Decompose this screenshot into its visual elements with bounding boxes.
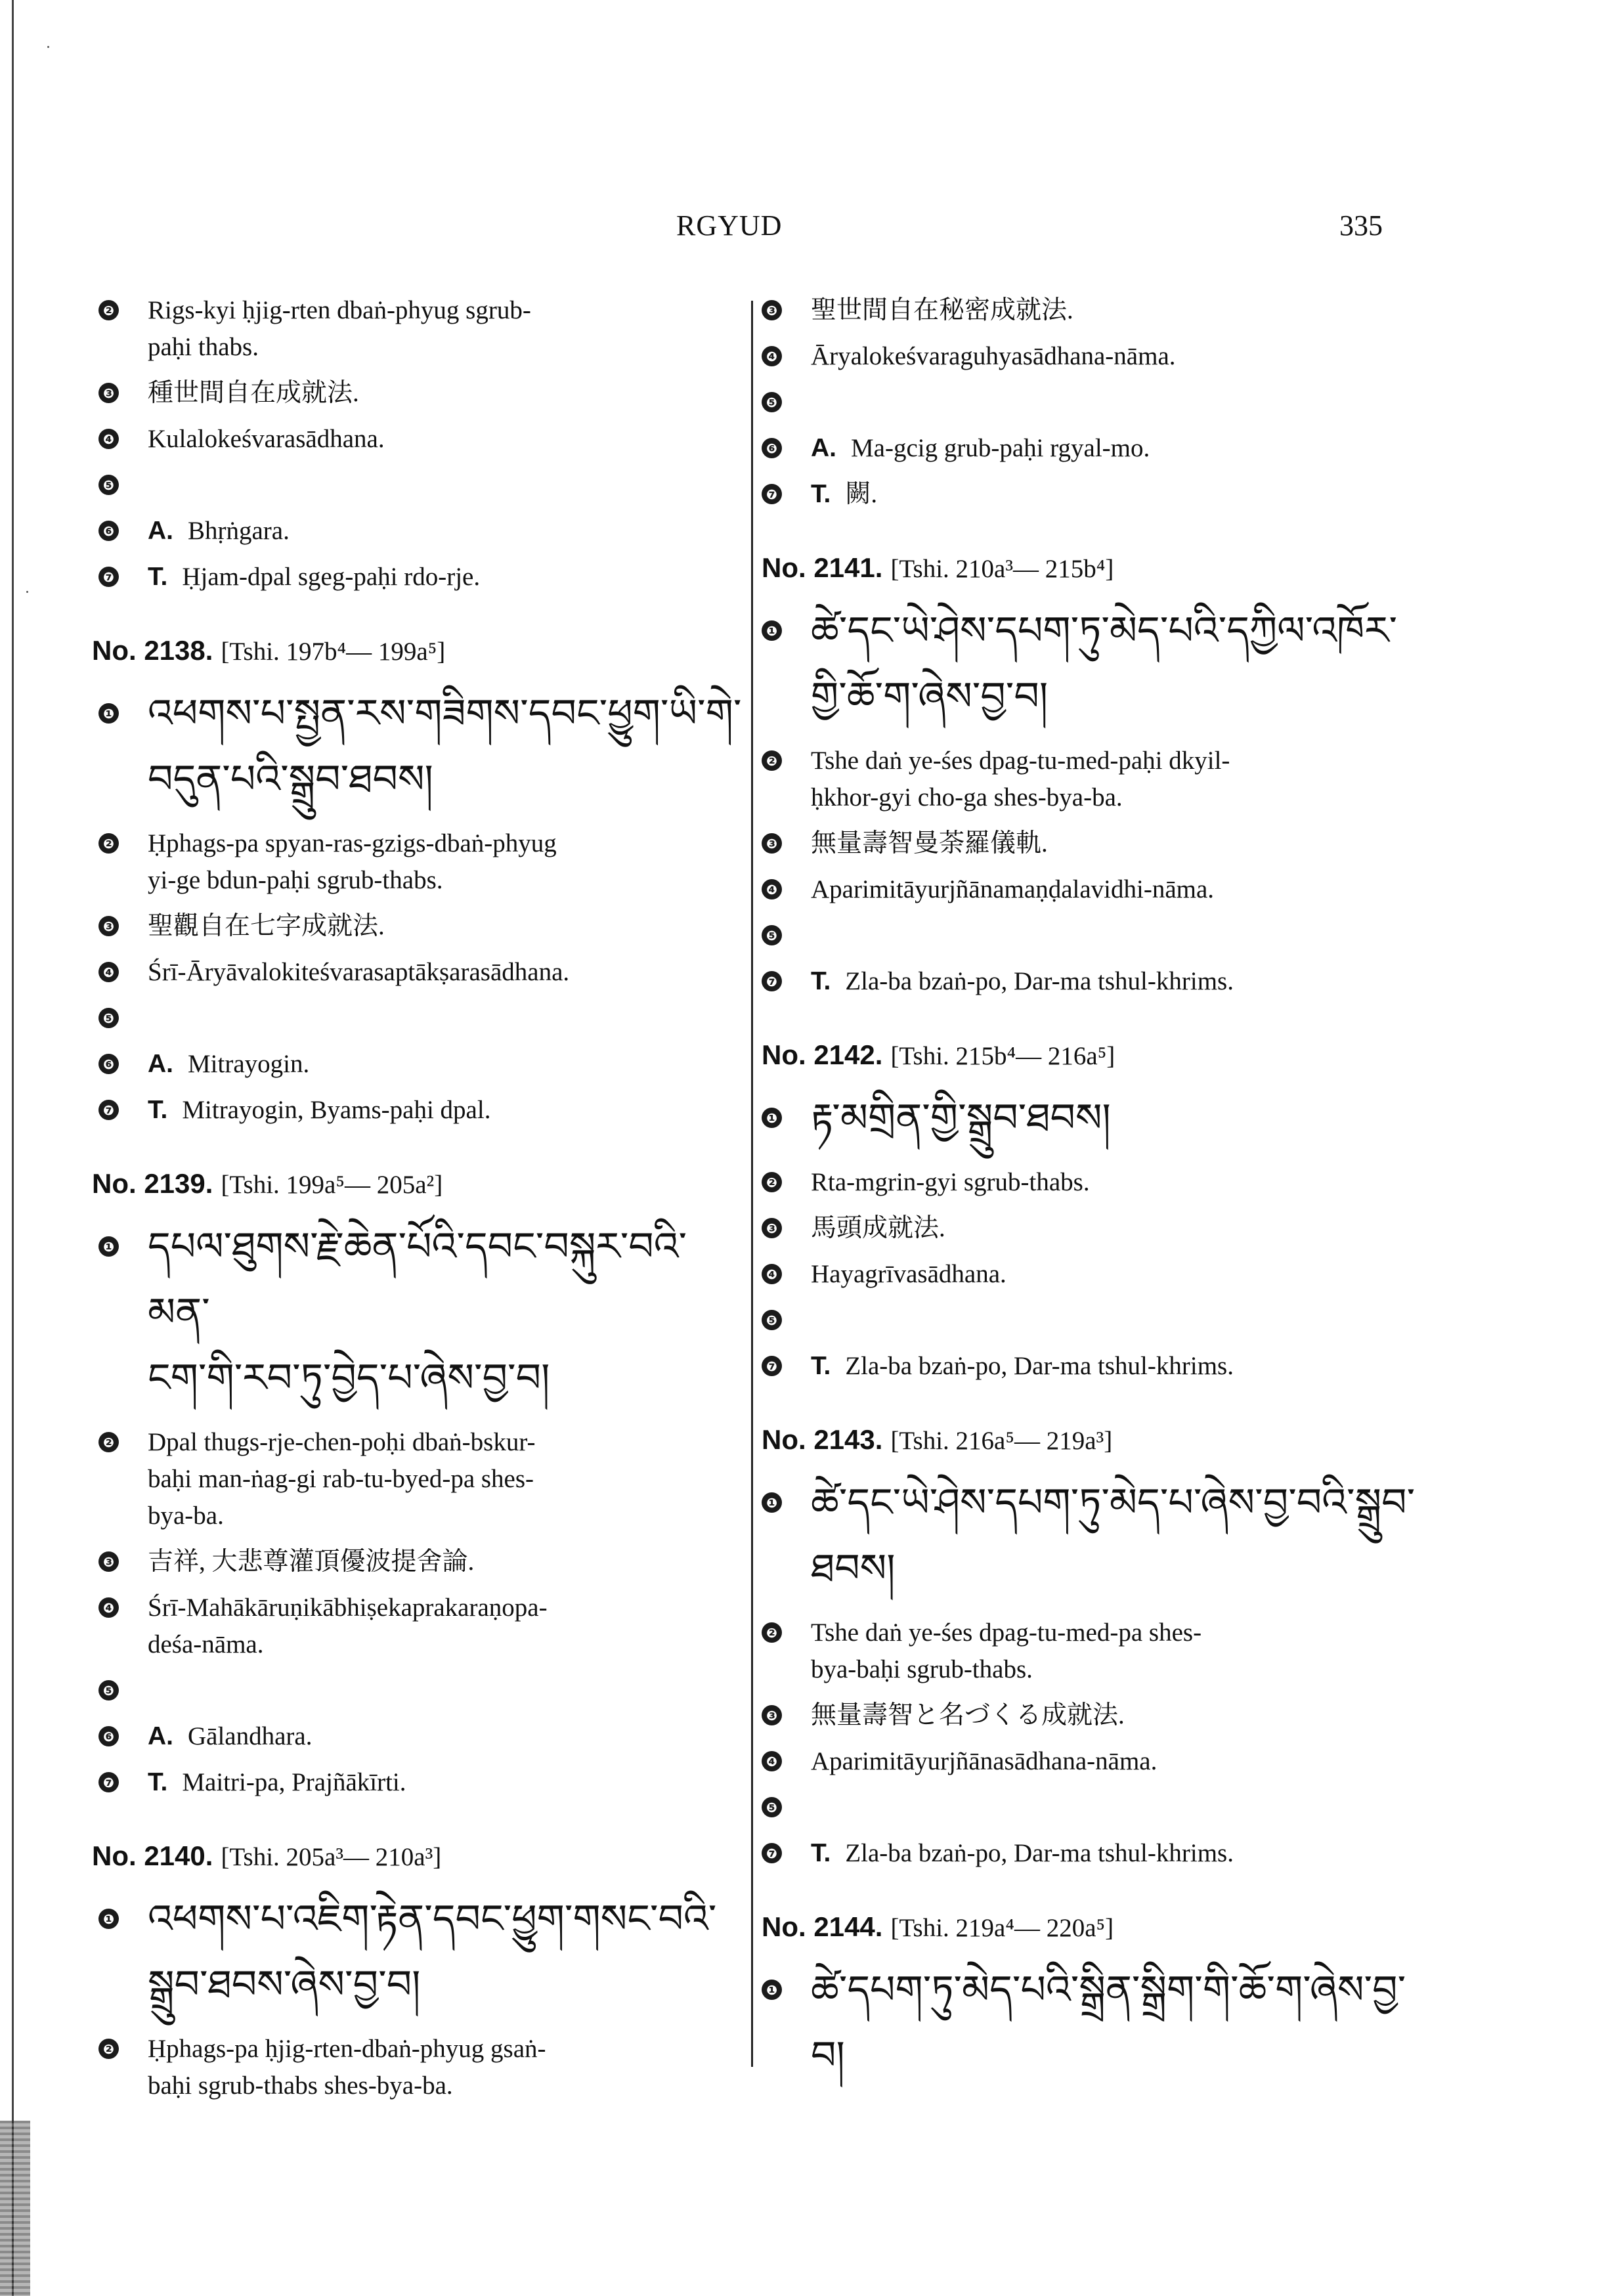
text-line: Zla-ba bzaṅ-po, Dar-ma tshul-khrims. bbox=[845, 1352, 1234, 1380]
field-value bbox=[148, 825, 742, 899]
entry-field bbox=[98, 513, 742, 550]
field-marker-icon: ❷ bbox=[98, 2039, 119, 2059]
tibetan-title bbox=[148, 1214, 742, 1411]
entry-header bbox=[762, 1909, 1418, 1947]
entry-field bbox=[762, 292, 1418, 329]
field-value bbox=[811, 1164, 1418, 1201]
text-line: ངག་གི་རབ་ཏུ་བྱེད་པ་ཞེས་བྱ་བ། bbox=[148, 1356, 550, 1400]
text-line: yi-ge bdun-paḥi sgrub-thabs. bbox=[148, 866, 443, 894]
running-title: RGYUD bbox=[676, 209, 783, 242]
text-line: deśa-nāma. bbox=[148, 1630, 264, 1658]
text-line: Ḥjam-dpal sgeg-paḥi rdo-rje. bbox=[182, 563, 481, 591]
entry-field bbox=[762, 1835, 1418, 1872]
field-value bbox=[148, 375, 742, 412]
scan-speck bbox=[26, 591, 28, 593]
field-marker-icon: ❻ bbox=[98, 1726, 119, 1746]
entry-field bbox=[98, 467, 742, 504]
text-line: Mitrayogin. bbox=[188, 1050, 310, 1078]
field-value bbox=[811, 1697, 1418, 1734]
field-value bbox=[811, 963, 1418, 1000]
field-marker-icon: ❷ bbox=[762, 1622, 782, 1643]
text-line: 聖世間自在秘密成就法. bbox=[811, 296, 1073, 324]
page-edge-line bbox=[12, 0, 14, 2296]
role-label: T. bbox=[811, 480, 831, 508]
field-marker-icon: ❶ bbox=[98, 1236, 119, 1257]
folio-reference: [Tshi. 197b⁴— 199a⁵] bbox=[221, 638, 446, 666]
field-marker-icon: ❷ bbox=[98, 1432, 119, 1452]
entry-field bbox=[762, 1743, 1418, 1780]
field-marker-icon: ❸ bbox=[762, 833, 782, 854]
folio-reference: [Tshi. 205a³— 210a³] bbox=[221, 1843, 442, 1871]
field-value bbox=[811, 825, 1418, 862]
text-line: སྒྲུབ་ཐབས་ཞེས་བྱ་བ། bbox=[148, 1963, 421, 2006]
field-marker-icon: ❷ bbox=[762, 750, 782, 771]
entry-number: No. 2144. bbox=[762, 1911, 883, 1942]
role-label: A. bbox=[811, 434, 836, 462]
field-marker-icon: ❶ bbox=[98, 1909, 119, 1929]
field-value bbox=[811, 1614, 1418, 1688]
field-value bbox=[811, 1835, 1418, 1872]
entry-field bbox=[98, 825, 742, 899]
field-value bbox=[148, 1046, 742, 1083]
entry-field bbox=[762, 1210, 1418, 1247]
entry-field bbox=[98, 1672, 742, 1709]
entry-field bbox=[98, 1764, 742, 1801]
entry-field bbox=[98, 1886, 742, 2018]
field-value bbox=[148, 1718, 742, 1755]
text-line: 馬頭成就法. bbox=[811, 1214, 945, 1242]
field-value bbox=[148, 421, 742, 458]
tibetan-title bbox=[811, 1957, 1418, 2089]
tibetan-title bbox=[148, 681, 742, 812]
entry-number: No. 2141. bbox=[762, 552, 883, 583]
field-value bbox=[811, 1210, 1418, 1247]
text-line: Tshe daṅ ye-śes dpag-tu-med-paḥi dkyil- bbox=[811, 747, 1230, 775]
text-line: རྟ་མགྲིན་གྱི་སྒྲུབ་ཐབས། bbox=[811, 1096, 1111, 1140]
tibetan-title bbox=[811, 1085, 1418, 1151]
entry-field bbox=[98, 1590, 742, 1663]
entry-continuation bbox=[762, 292, 1418, 513]
text-line: Aparimitāyurjñānamaṇḍalavidhi-nāma. bbox=[811, 875, 1215, 903]
left-column bbox=[92, 292, 742, 2141]
field-value bbox=[811, 743, 1418, 816]
role-label: A. bbox=[148, 1722, 173, 1750]
running-head bbox=[0, 209, 1623, 248]
catalog-entry bbox=[762, 1037, 1418, 1385]
entry-header bbox=[762, 1421, 1418, 1460]
folio-reference: [Tshi. 210a³— 215b⁴] bbox=[890, 555, 1114, 583]
text-line: Zla-ba bzaṅ-po, Dar-ma tshul-khrims. bbox=[845, 1839, 1234, 1867]
entry-field bbox=[762, 1085, 1418, 1151]
text-line: 無量壽智と名づくる成就法. bbox=[811, 1701, 1125, 1729]
field-marker-icon: ❺ bbox=[762, 392, 782, 412]
text-line: Tshe daṅ ye-śes dpag-tu-med-pa shes- bbox=[811, 1618, 1202, 1647]
entry-field bbox=[762, 825, 1418, 862]
field-value bbox=[148, 908, 742, 945]
text-line: Zla-ba bzaṅ-po, Dar-ma tshul-khrims. bbox=[845, 967, 1234, 995]
entry-field bbox=[762, 1697, 1418, 1734]
entry-field bbox=[762, 338, 1418, 375]
text-line: 吉祥, 大悲尊灌頂優波提舍論. bbox=[148, 1548, 475, 1576]
role-label: T. bbox=[811, 1839, 831, 1867]
field-marker-icon: ❺ bbox=[98, 1680, 119, 1700]
entry-field bbox=[762, 917, 1418, 954]
scan-edge-smudge bbox=[0, 2121, 30, 2296]
field-value bbox=[148, 1544, 742, 1580]
entry-field bbox=[762, 384, 1418, 421]
text-line: Hayagrīvasādhana. bbox=[811, 1260, 1006, 1288]
field-marker-icon: ❸ bbox=[762, 1218, 782, 1238]
field-marker-icon: ❹ bbox=[762, 879, 782, 899]
field-marker-icon: ❷ bbox=[762, 1172, 782, 1192]
entry-number: No. 2143. bbox=[762, 1424, 883, 1455]
field-value bbox=[811, 292, 1418, 329]
text-line: bya-baḥi sgrub-thabs. bbox=[811, 1655, 1033, 1683]
text-line: 無量壽智曼荼羅儀軌. bbox=[811, 829, 1048, 857]
text-line: ཐབས། bbox=[811, 1547, 896, 1590]
entry-field bbox=[98, 1214, 742, 1411]
entry-field bbox=[98, 1092, 742, 1129]
text-line: paḥi thabs. bbox=[148, 333, 259, 361]
field-marker-icon: ❼ bbox=[762, 1356, 782, 1376]
entry-field bbox=[762, 743, 1418, 816]
text-line: ཚེ་དང་ཡེ་ཤེས་དཔག་ཏུ་མེད་པའི་དཀྱིལ་འཁོར་ bbox=[811, 609, 1398, 653]
field-value bbox=[811, 1348, 1418, 1385]
text-line: baḥi man-ṅag-gi rab-tu-byed-pa shes- bbox=[148, 1465, 534, 1493]
text-line: Śrī-Mahākāruṇikābhiṣekaprakaraṇopa- bbox=[148, 1593, 548, 1622]
field-value bbox=[148, 292, 742, 366]
field-marker-icon: ❺ bbox=[762, 1310, 782, 1330]
text-line: Gālandhara. bbox=[188, 1722, 313, 1750]
field-value bbox=[811, 871, 1418, 908]
entry-field bbox=[762, 1256, 1418, 1293]
entry-header bbox=[92, 632, 742, 670]
field-value bbox=[148, 954, 742, 991]
entry-field bbox=[98, 2031, 742, 2104]
entry-continuation bbox=[98, 292, 742, 596]
text-line: Maitri-pa, Prajñākīrti. bbox=[182, 1768, 406, 1796]
entry-field bbox=[762, 1348, 1418, 1385]
field-marker-icon: ❸ bbox=[762, 300, 782, 320]
text-line: འཕགས་པ་སྤྱན་རས་གཟིགས་དབང་ཕྱུག་ཡི་གེ་ bbox=[148, 692, 742, 735]
role-label: T. bbox=[148, 1096, 168, 1124]
entry-field bbox=[98, 375, 742, 412]
field-marker-icon: ❺ bbox=[98, 475, 119, 495]
column-divider bbox=[751, 301, 753, 2067]
catalog-entry bbox=[92, 632, 742, 1129]
text-line: Ḥphags-pa ḥjig-rten-dbaṅ-phyug gsaṅ- bbox=[148, 2035, 546, 2063]
entry-field bbox=[98, 1424, 742, 1534]
tibetan-title bbox=[811, 1470, 1418, 1601]
field-value bbox=[811, 1256, 1418, 1293]
role-label: A. bbox=[148, 517, 173, 545]
entry-field bbox=[98, 1046, 742, 1083]
field-marker-icon: ❸ bbox=[98, 1551, 119, 1572]
tibetan-title bbox=[811, 598, 1418, 729]
entry-field bbox=[98, 1718, 742, 1755]
field-marker-icon: ❼ bbox=[762, 484, 782, 504]
role-label: T. bbox=[811, 967, 831, 995]
field-value bbox=[811, 430, 1418, 467]
folio-reference: [Tshi. 216a⁵— 219a³] bbox=[890, 1427, 1113, 1455]
field-marker-icon: ❶ bbox=[762, 1108, 782, 1128]
entry-field bbox=[762, 1470, 1418, 1601]
catalog-entry bbox=[92, 1838, 742, 2104]
text-line: Ḥphags-pa spyan-ras-gzigs-dbaṅ-phyug bbox=[148, 829, 557, 857]
page-number: 335 bbox=[1339, 209, 1383, 242]
text-line: 種世間自在成就法. bbox=[148, 379, 359, 407]
role-label: T. bbox=[148, 563, 168, 591]
entry-field bbox=[762, 430, 1418, 467]
entry-field bbox=[98, 421, 742, 458]
field-marker-icon: ❼ bbox=[762, 971, 782, 991]
catalog-entry bbox=[762, 1421, 1418, 1872]
text-line: འཕགས་པ་འཇིག་རྟེན་དབང་ཕྱུག་གསང་བའི་ bbox=[148, 1897, 717, 1941]
field-marker-icon: ❸ bbox=[762, 1705, 782, 1725]
entry-number: No. 2140. bbox=[92, 1840, 213, 1871]
text-line: ḥkhor-gyi cho-ga shes-bya-ba. bbox=[811, 783, 1123, 812]
field-marker-icon: ❸ bbox=[98, 383, 119, 403]
entry-field bbox=[98, 1544, 742, 1580]
catalog-entry bbox=[762, 550, 1418, 1000]
field-marker-icon: ❷ bbox=[98, 300, 119, 320]
entry-field bbox=[762, 598, 1418, 729]
entry-field bbox=[762, 1164, 1418, 1201]
text-line: Aparimitāyurjñānasādhana-nāma. bbox=[811, 1747, 1158, 1775]
field-marker-icon: ❼ bbox=[98, 567, 119, 587]
field-value bbox=[811, 476, 1418, 513]
role-label: A. bbox=[148, 1050, 173, 1078]
text-line: Śrī-Āryāvalokiteśvarasaptākṣarasādhana. bbox=[148, 958, 570, 986]
field-marker-icon: ❺ bbox=[98, 1008, 119, 1028]
field-marker-icon: ❻ bbox=[98, 521, 119, 541]
entry-field bbox=[762, 1302, 1418, 1339]
entry-number: No. 2138. bbox=[92, 635, 213, 666]
text-line: བདུན་པའི་སྒྲུབ་ཐབས། bbox=[148, 758, 433, 801]
text-line: Kulalokeśvarasādhana. bbox=[148, 425, 385, 453]
tibetan-title bbox=[148, 1886, 742, 2018]
field-marker-icon: ❹ bbox=[762, 1264, 782, 1284]
folio-reference: [Tshi. 215b⁴— 216a⁵] bbox=[890, 1042, 1115, 1070]
entry-field bbox=[762, 476, 1418, 513]
right-column bbox=[762, 292, 1418, 2125]
field-marker-icon: ❼ bbox=[762, 1843, 782, 1863]
catalog-entry bbox=[762, 1909, 1418, 2089]
field-value bbox=[148, 559, 742, 596]
role-label: T. bbox=[148, 1768, 168, 1796]
field-marker-icon: ❹ bbox=[762, 1751, 782, 1771]
field-value bbox=[148, 2031, 742, 2104]
field-marker-icon: ❶ bbox=[762, 620, 782, 641]
field-marker-icon: ❶ bbox=[762, 1980, 782, 2000]
text-line: Bhṛṅgara. bbox=[188, 517, 290, 545]
entry-field bbox=[762, 1957, 1418, 2089]
entry-header bbox=[92, 1165, 742, 1203]
entry-field bbox=[762, 963, 1418, 1000]
text-line: དཔལ་ཐུགས་རྗེ་ཆེན་པོའི་དབང་བསྐུར་བའི་མན་ bbox=[148, 1225, 687, 1334]
field-marker-icon: ❹ bbox=[762, 346, 782, 366]
entry-field bbox=[98, 954, 742, 991]
field-value bbox=[148, 1092, 742, 1129]
entry-field bbox=[98, 292, 742, 366]
field-value bbox=[148, 513, 742, 550]
field-value bbox=[811, 338, 1418, 375]
text-line: Mitrayogin, Byams-paḥi dpal. bbox=[182, 1096, 491, 1124]
field-marker-icon: ❹ bbox=[98, 962, 119, 982]
text-line: 聖觀自在七字成就法. bbox=[148, 912, 385, 940]
field-marker-icon: ❶ bbox=[762, 1492, 782, 1513]
entry-header bbox=[92, 1838, 742, 1876]
field-marker-icon: ❺ bbox=[762, 1797, 782, 1817]
field-marker-icon: ❷ bbox=[98, 833, 119, 854]
text-line: Ma-gcig grub-paḥi rgyal-mo. bbox=[851, 434, 1150, 462]
text-line: bya-ba. bbox=[148, 1502, 224, 1530]
entry-number: No. 2139. bbox=[92, 1168, 213, 1199]
field-marker-icon: ❹ bbox=[98, 1597, 119, 1618]
text-line: གྱི་ཆོ་ག་ཞེས་བྱ་བ། bbox=[811, 675, 1049, 718]
entry-number: No. 2142. bbox=[762, 1039, 883, 1070]
field-marker-icon: ❺ bbox=[762, 925, 782, 945]
field-marker-icon: ❹ bbox=[98, 429, 119, 449]
field-marker-icon: ❸ bbox=[98, 916, 119, 936]
field-value bbox=[811, 1743, 1418, 1780]
text-line: ཚེ་དཔག་ཏུ་མེད་པའི་སྒྲིན་སྒྲིག་གི་ཆོ་ག་ཞེས་བྱ་བ། bbox=[811, 1968, 1406, 2077]
folio-reference: [Tshi. 199a⁵— 205a²] bbox=[221, 1171, 443, 1199]
entry-header bbox=[762, 1037, 1418, 1075]
text-line: Rigs-kyi ḥjig-rten dbaṅ-phyug sgrub- bbox=[148, 296, 531, 324]
text-line: baḥi sgrub-thabs shes-bya-ba. bbox=[148, 2071, 453, 2100]
entry-header bbox=[762, 550, 1418, 588]
text-line: Āryalokeśvaraguhyasādhana-nāma. bbox=[811, 342, 1176, 370]
text-line: Dpal thugs-rje-chen-poḥi dbaṅ-bskur- bbox=[148, 1428, 536, 1456]
text-line: ཚེ་དང་ཡེ་ཤེས་དཔག་ཏུ་མེད་པ་ཞེས་བྱ་བའི་སྒྲུབ་ bbox=[811, 1481, 1416, 1525]
text-line: 闕. bbox=[845, 480, 878, 508]
field-value bbox=[148, 1590, 742, 1663]
entry-field bbox=[98, 559, 742, 596]
field-marker-icon: ❻ bbox=[98, 1054, 119, 1074]
scan-speck bbox=[47, 46, 49, 48]
text-line: Rta-mgrin-gyi sgrub-thabs. bbox=[811, 1168, 1090, 1196]
entry-field bbox=[762, 1614, 1418, 1688]
catalog-entry bbox=[92, 1165, 742, 1801]
entry-field bbox=[98, 908, 742, 945]
field-marker-icon: ❻ bbox=[762, 438, 782, 458]
entry-field bbox=[98, 1000, 742, 1037]
field-marker-icon: ❼ bbox=[98, 1100, 119, 1120]
field-marker-icon: ❼ bbox=[98, 1772, 119, 1792]
folio-reference: [Tshi. 219a⁴— 220a⁵] bbox=[890, 1914, 1114, 1942]
role-label: T. bbox=[811, 1352, 831, 1380]
field-value bbox=[148, 1424, 742, 1534]
entry-field bbox=[762, 1789, 1418, 1826]
field-value bbox=[148, 1764, 742, 1801]
entry-field bbox=[762, 871, 1418, 908]
entry-field bbox=[98, 681, 742, 812]
field-marker-icon: ❶ bbox=[98, 703, 119, 724]
